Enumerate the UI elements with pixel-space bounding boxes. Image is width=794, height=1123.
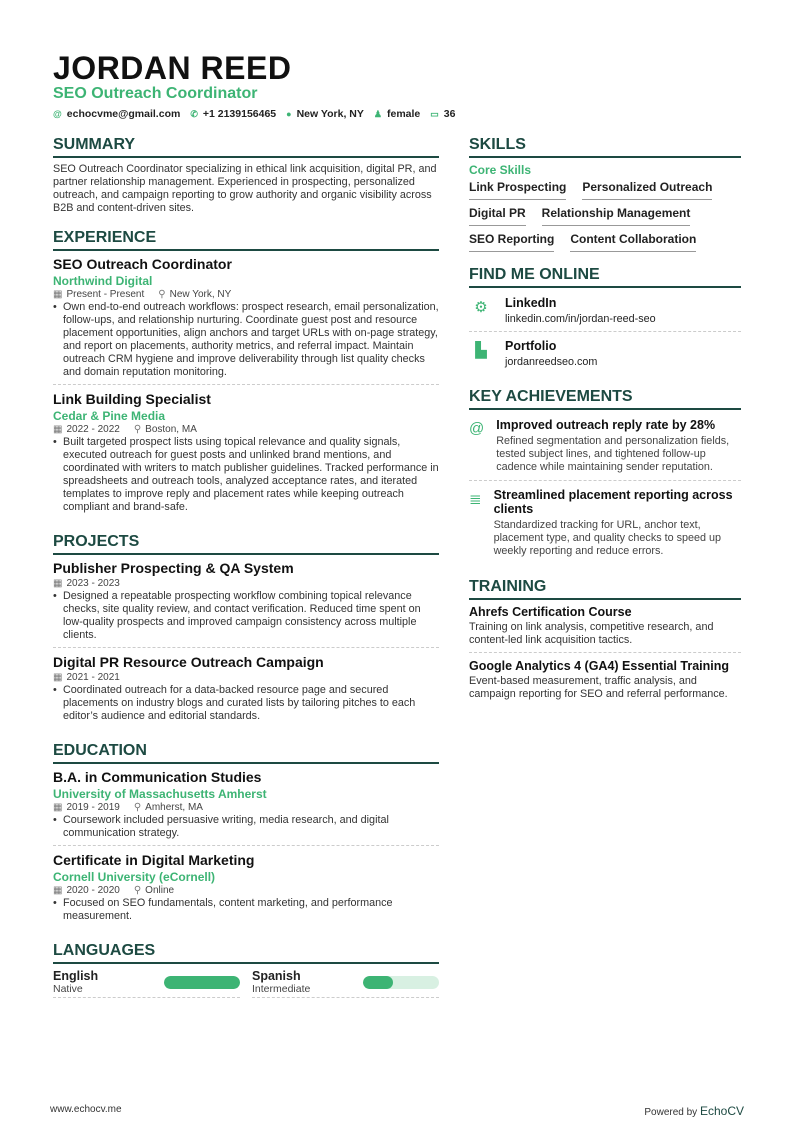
calendar-icon: ▦ <box>53 672 63 683</box>
proficiency-fill <box>164 976 240 989</box>
phone-icon: ✆ <box>190 109 198 119</box>
linkedin-icon: ⚙ <box>474 299 488 316</box>
candidate-title: SEO Outreach Coordinator <box>53 85 258 102</box>
skill-tag: Digital PR <box>469 206 526 226</box>
email-icon: @ <box>53 109 62 119</box>
location: Online <box>145 885 175 896</box>
calendar-icon: ▦ <box>53 885 63 896</box>
contact-bar <box>53 108 455 120</box>
achievement-item <box>469 415 741 481</box>
education-section <box>53 742 439 928</box>
powered-by-label: Powered by <box>644 1107 698 1118</box>
section-heading: FIND ME ONLINE <box>469 266 741 288</box>
bullet: • Own end-to-end outreach workflows: prospect research, email personalization, follow-ups, and relationship nurturing. Coordinate guest post and resource placement opportunities, align anchors and target URLs with on-page strategy, and report on placements, authority metrics, and referral impact. Maintain outreach CRM hygiene and improve deliverability through list quality checks and domain reputation monitoring. <box>53 301 439 379</box>
projects-section <box>53 533 439 728</box>
school: Cornell University (eCornell) <box>53 870 216 884</box>
languages-section <box>53 942 439 998</box>
education-item <box>53 852 439 928</box>
school: University of Massachusetts Amherst <box>53 787 267 801</box>
email[interactable]: echocvme@gmail.com <box>66 108 181 120</box>
section-heading: SUMMARY <box>53 136 439 158</box>
online-section <box>469 266 741 374</box>
location-icon: ⚲ <box>133 424 142 435</box>
location: Amherst, MA <box>145 802 203 813</box>
skill-tag: Personalized Outreach <box>582 180 712 200</box>
proficiency-bar <box>164 976 240 989</box>
achievement-item <box>469 485 741 564</box>
link-url[interactable]: linkedin.com/in/jordan-reed-seo <box>505 313 656 325</box>
link-label: Portfolio <box>505 339 557 353</box>
footer-site[interactable]: www.echocv.me <box>50 1104 122 1115</box>
company: Cedar & Pine Media <box>53 409 166 423</box>
dates: 2023 - 2023 <box>66 578 120 589</box>
location: Boston, MA <box>145 424 197 435</box>
list-icon: ≣ <box>469 491 482 508</box>
dates: 2019 - 2019 <box>66 802 120 813</box>
skill-tag: SEO Reporting <box>469 232 554 252</box>
calendar-icon: ▦ <box>53 802 63 813</box>
language-item <box>53 969 240 998</box>
person-icon: ♟ <box>373 109 382 119</box>
experience-item <box>53 391 439 519</box>
training-title: Google Analytics 4 (GA4) Essential Training <box>469 659 730 673</box>
education-item <box>53 769 439 846</box>
achievement-title: Improved outreach reply rate by 28% <box>496 418 716 432</box>
training-section <box>469 578 741 706</box>
calendar-icon: ▦ <box>53 578 63 589</box>
dates: 2022 - 2022 <box>66 424 120 435</box>
language-name: English <box>53 969 99 983</box>
link-url[interactable]: jordanreedseo.com <box>505 356 598 368</box>
section-heading: KEY ACHIEVEMENTS <box>469 388 741 410</box>
skills-section <box>469 136 741 252</box>
bullet: • Built targeted prospect lists using topical relevance and quality signals, executed outreach for guest posts and unlinked brand mentions, and coordinated with writers to match publisher guidelines. Tracked performance in spreadsheets and outreach tools, analyzed acceptance rates, and iterated templates to improve reply and placement rates while keeping outreach compliant and brand-safe. <box>53 436 439 514</box>
link-label: LinkedIn <box>505 296 557 310</box>
left-column <box>53 136 439 1012</box>
proficiency-bar <box>363 976 439 989</box>
online-link[interactable] <box>469 336 741 374</box>
job-title: Link Building Specialist <box>53 391 211 407</box>
bullet: • Coordinated outreach for a data-backed resource page and secured placements on industry blogs and curated lists by tailoring pitches to each editor’s audience and editorial standards. <box>53 684 439 723</box>
bullet: • Focused on SEO fundamentals, content marketing, and performance measurement. <box>53 897 439 923</box>
job-title: SEO Outreach Coordinator <box>53 256 232 272</box>
achievement-title: Streamlined placement reporting across clients <box>493 488 733 516</box>
calendar-icon: ▦ <box>53 289 63 300</box>
section-heading: EDUCATION <box>53 742 439 764</box>
degree: Certificate in Digital Marketing <box>53 852 255 868</box>
online-link[interactable] <box>469 293 741 332</box>
skill-tag: Link Prospecting <box>469 180 566 200</box>
experience-section <box>53 229 439 519</box>
file-icon: ▙ <box>475 342 487 359</box>
candidate-name: JORDAN REED <box>53 50 292 86</box>
experience-item <box>53 256 439 385</box>
language-item <box>252 969 439 998</box>
language-level: Intermediate <box>252 983 311 995</box>
age: 36 <box>443 108 456 120</box>
language-level: Native <box>53 983 83 995</box>
location: New York, NY <box>296 108 364 120</box>
achievements-section <box>469 388 741 564</box>
project-title: Digital PR Resource Outreach Campaign <box>53 654 324 670</box>
project-title: Publisher Prospecting & QA System <box>53 560 294 576</box>
calendar-icon: ▦ <box>53 424 63 435</box>
skill-tag: Relationship Management <box>542 206 691 226</box>
location-icon: ⚲ <box>158 289 166 300</box>
location: New York, NY <box>169 289 232 300</box>
location-icon: ● <box>286 109 292 119</box>
section-heading: EXPERIENCE <box>53 229 439 251</box>
language-name: Spanish <box>252 969 301 983</box>
bullet: • Designed a repeatable prospecting workflow combining topical relevance checks, site quality review, and contact verification. Reduced time spent on low-quality prospects and improved campaign consistency across multiple clients. <box>53 590 439 642</box>
calendar-icon: ▭ <box>430 109 439 119</box>
location-icon: ⚲ <box>133 885 142 896</box>
section-heading: LANGUAGES <box>53 942 439 964</box>
brand-name[interactable]: EchoCV <box>699 1104 744 1118</box>
training-title: Ahrefs Certification Course <box>469 605 632 619</box>
section-heading: SKILLS <box>469 136 741 158</box>
gender: female <box>386 108 421 120</box>
training-item <box>469 605 741 653</box>
training-text: Event-based measurement, traffic analysis, and campaign reporting for SEO and referral performance. <box>469 675 728 700</box>
phone[interactable]: +1 2139156465 <box>202 108 277 120</box>
project-item <box>53 654 439 728</box>
company: Northwind Digital <box>53 274 153 288</box>
section-heading: PROJECTS <box>53 533 439 555</box>
bullet: • Coursework included persuasive writing, media research, and digital communication strategy. <box>53 814 439 840</box>
right-column <box>469 136 741 720</box>
achievement-text: Refined segmentation and personalization fields, tested subject lines, and tightened follow-up cadence while maintaining sender reputation. <box>496 435 730 473</box>
at-icon: @ <box>469 420 485 437</box>
proficiency-fill <box>363 976 393 989</box>
summary-text: SEO Outreach Coordinator specializing in ethical link acquisition, digital PR, and partner relationship management. Experienced in prospecting, personalized outreach, and campaign reporting to grow authority and organic visibility across B2B and content-driven sites. <box>53 163 437 214</box>
achievement-text: Standardized tracking for URL, anchor text, placement type, and quality checks to speed up weekly reporting and reduce errors. <box>493 519 722 557</box>
degree: B.A. in Communication Studies <box>53 769 262 785</box>
summary-section <box>53 136 439 215</box>
dates: 2021 - 2021 <box>66 672 120 683</box>
project-item <box>53 560 439 648</box>
dates: Present - Present <box>66 289 145 300</box>
dates: 2020 - 2020 <box>66 885 120 896</box>
footer-powered <box>644 1104 744 1118</box>
location-icon: ⚲ <box>133 802 142 813</box>
section-heading: TRAINING <box>469 578 741 600</box>
skills-group-title: Core Skills <box>469 163 532 177</box>
skill-tag: Content Collaboration <box>570 232 696 252</box>
training-text: Training on link analysis, competitive research, and content-led link acquisition tactics. <box>469 621 714 646</box>
training-item <box>469 659 741 706</box>
